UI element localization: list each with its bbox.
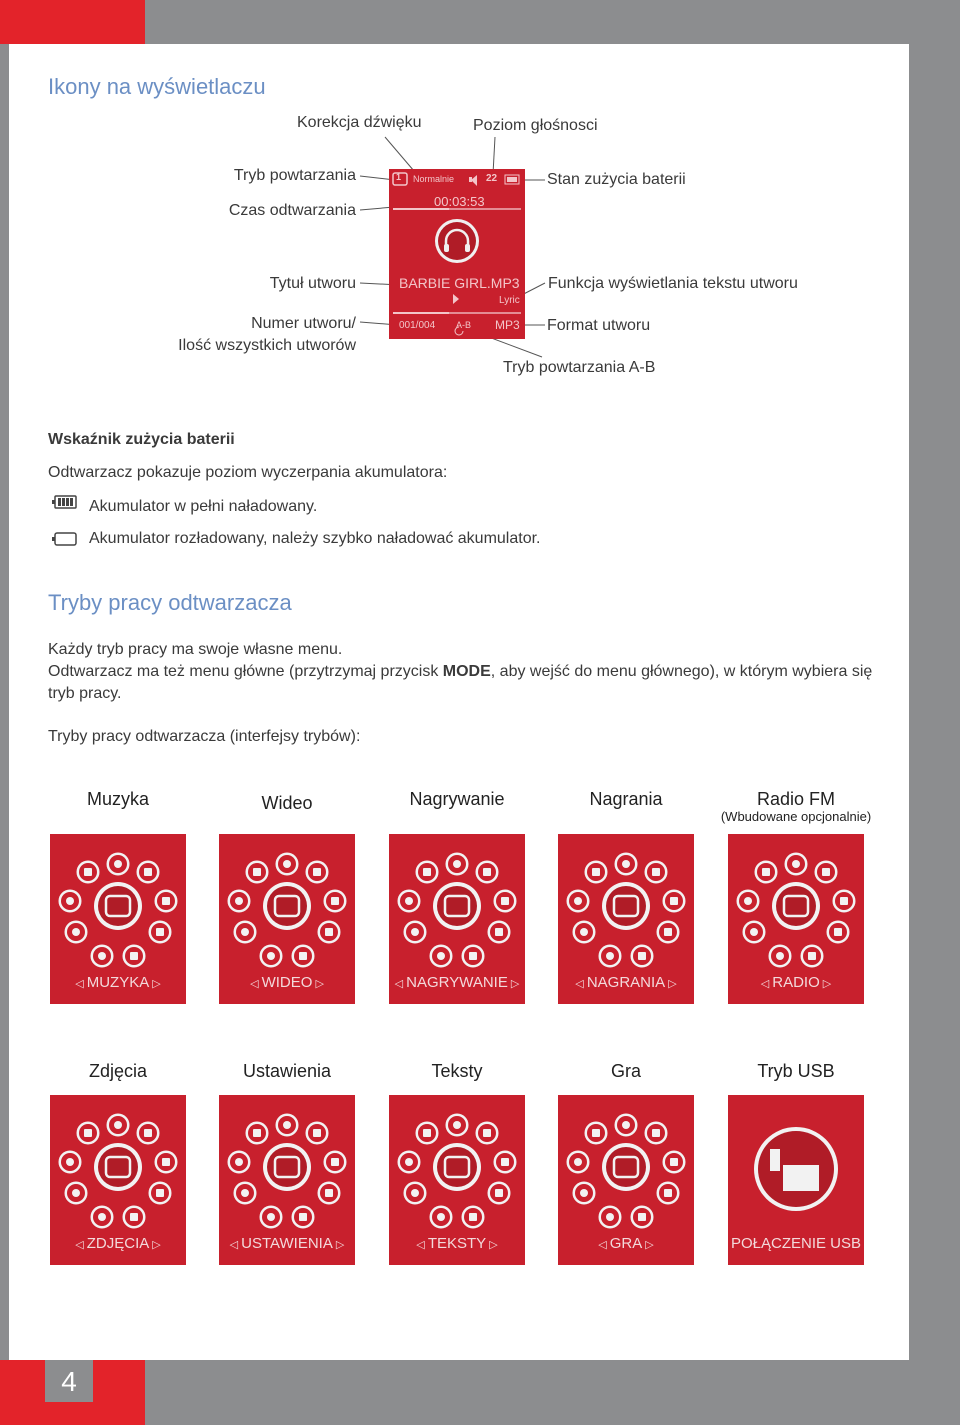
mode-tile-caption — [558, 1235, 694, 1252]
arrow-left-icon[interactable]: ◁ — [598, 1239, 610, 1251]
mode-caption-text: POŁĄCZENIE USB — [730, 1235, 862, 1252]
mode-label-1: Wideo — [261, 793, 313, 813]
mode-label-4: Radio FM — [756, 789, 836, 809]
mode-tile-caption — [558, 974, 694, 991]
music-notes-icon — [558, 834, 694, 974]
mode-tile-nagrania[interactable] — [558, 834, 694, 1004]
arrow-right-icon[interactable]: ▷ — [642, 1239, 654, 1251]
p2-part-a: Odtwarzacz ma też menu główne (przytrzymaj przycisk — [48, 663, 443, 680]
screen-format: MP3 — [495, 318, 520, 332]
mode-label-1: Ustawienia — [242, 1061, 332, 1081]
battery-empty-icon — [52, 532, 78, 546]
section-title-display-icons: Ikony na wyświetlaczu — [48, 74, 266, 99]
mode-caption-text: ZDJĘCIA — [86, 1235, 150, 1252]
label-track-number: Numer utworu/ — [251, 315, 356, 332]
label-track-total: Ilość wszystkich utworów — [178, 337, 356, 354]
arrow-left-icon[interactable]: ◁ — [75, 978, 87, 990]
label-repeat-mode: Tryb powtarzania — [233, 167, 356, 184]
headphones-icon — [50, 834, 186, 974]
mode-tile-muzyka[interactable] — [50, 834, 186, 1004]
arrow-right-icon[interactable]: ▷ — [486, 1239, 498, 1251]
section-title-modes: Tryby pracy odtwarzacza — [48, 590, 292, 615]
mode-tile-caption — [728, 974, 864, 991]
mode-tile-caption — [389, 1235, 525, 1252]
arrow-right-icon[interactable]: ▷ — [665, 978, 677, 990]
arrow-left-icon[interactable]: ◁ — [416, 1239, 428, 1251]
mode-caption-text: NAGRYWANIE — [406, 974, 508, 991]
label-track-format: Format utworu — [547, 317, 651, 334]
arrow-left-icon[interactable]: ◁ — [575, 978, 587, 990]
arrow-right-icon[interactable]: ▷ — [507, 978, 520, 990]
text-book-icon — [389, 1095, 525, 1235]
arrow-right-icon[interactable]: ▷ — [819, 978, 832, 990]
mode-caption-text: NAGRANIA — [586, 974, 666, 991]
arrow-left-icon[interactable]: ◁ — [75, 1239, 87, 1251]
mode-tile-caption — [219, 974, 355, 991]
arrow-left-icon[interactable]: ◁ — [250, 978, 262, 990]
p2-mode-bold: MODE — [442, 663, 491, 680]
mode-caption-text: USTAWIENIA — [241, 1235, 333, 1252]
radio-icon — [728, 834, 864, 974]
mode-tile-caption — [50, 1235, 186, 1252]
battery-section-title: Wskaźnik zużycia baterii — [48, 431, 235, 448]
microphone-icon — [389, 834, 525, 974]
mode-label-2: Nagrywanie — [409, 789, 505, 809]
modes-paragraph-1: Każdy tryb pracy ma swoje własne menu. — [48, 641, 343, 658]
mode-label-0: Zdjęcia — [88, 1061, 148, 1081]
battery-full-text: Akumulator w pełni naładowany. — [89, 498, 318, 515]
film-icon — [219, 834, 355, 974]
arrow-right-icon[interactable]: ▷ — [332, 1239, 345, 1251]
arrow-right-icon[interactable]: ▷ — [312, 978, 324, 990]
label-track-title: Tytuł utworu — [269, 275, 356, 292]
usb-computer-icon — [728, 1095, 864, 1235]
screen-track-title: BARBIE GIRL.MP3 — [399, 275, 520, 291]
modes-paragraph-3: Tryby pracy odtwarzacza (interfejsy trybów): — [48, 728, 361, 745]
arrow-right-icon[interactable]: ▷ — [149, 978, 161, 990]
mode-caption-text: TEKSTY — [427, 1235, 487, 1252]
mode-label-2: Teksty — [431, 1061, 483, 1081]
mode-tile-ustawienia[interactable] — [219, 1095, 355, 1265]
screen-eq: Normalnie — [413, 174, 455, 184]
mode-label-0: Muzyka — [86, 789, 149, 809]
mode-tile-nagrywanie[interactable] — [389, 834, 525, 1004]
mode-tile-caption — [389, 974, 525, 991]
mode-tile-radio[interactable] — [728, 834, 864, 1004]
modes-paragraph-2 — [48, 663, 872, 681]
label-play-time: Czas odtwarzania — [228, 202, 356, 219]
mode-caption-text: RADIO — [772, 974, 820, 991]
screen-volume: 22 — [486, 173, 498, 184]
screen-ab: A-B — [456, 320, 472, 330]
screen-time: 00:03:53 — [434, 194, 485, 209]
mode-caption-text: GRA — [609, 1235, 643, 1252]
battery-full-icon — [52, 495, 78, 509]
gears-icon — [219, 1095, 355, 1235]
mode-tile-zdjęcia[interactable] — [50, 1095, 186, 1265]
mode-tile-caption — [728, 1235, 864, 1252]
label-ab-repeat: Tryb powtarzania A-B — [503, 359, 656, 376]
mode-tile-wideo[interactable] — [219, 834, 355, 1004]
modes-paragraph-2-end: tryb pracy. — [48, 685, 122, 702]
label-battery-state: Stan zużycia baterii — [547, 171, 686, 188]
mode-tile-caption — [219, 1235, 355, 1252]
mode-label-4: Tryb USB — [757, 1061, 835, 1081]
mode-caption-text: MUZYKA — [86, 974, 150, 991]
page-number: 4 — [45, 1360, 93, 1402]
label-volume: Poziom głośnosci — [473, 117, 598, 134]
mode-tile-gra[interactable] — [558, 1095, 694, 1265]
arrow-left-icon[interactable]: ◁ — [394, 978, 407, 990]
label-lyric-function: Funkcja wyświetlania tekstu utworu — [548, 275, 798, 292]
mode-sublabel: (Wbudowane opcjonalnie) — [720, 809, 872, 824]
arrow-left-icon[interactable]: ◁ — [760, 978, 773, 990]
screen-track-number: 001/004 — [399, 320, 436, 331]
screen-lyric: Lyric — [499, 295, 520, 306]
arrow-right-icon[interactable]: ▷ — [149, 1239, 161, 1251]
mode-label-3: Gra — [610, 1061, 641, 1081]
p2-part-b: , aby wejść do menu głównego), w którym wybiera się — [490, 663, 873, 680]
photo-icon — [50, 1095, 186, 1235]
battery-intro: Odtwarzacz pokazuje poziom wyczerpania akumulatora: — [48, 464, 448, 481]
screen-repeat-number: 1 — [396, 172, 402, 182]
mode-label-3: Nagrania — [589, 789, 663, 809]
arrow-left-icon[interactable]: ◁ — [229, 1239, 242, 1251]
mode-tile-teksty[interactable] — [389, 1095, 525, 1265]
mode-caption-text: WIDEO — [261, 974, 313, 991]
mode-tile-caption — [50, 974, 186, 991]
dice-icon — [558, 1095, 694, 1235]
label-sound-eq: Korekcja dźwięku — [297, 114, 422, 131]
battery-empty-text: Akumulator rozładowany, należy szybko naładować akumulator. — [89, 530, 541, 547]
player-display-screen — [389, 169, 525, 339]
mode-tile-połączenie-usb[interactable] — [728, 1095, 864, 1265]
